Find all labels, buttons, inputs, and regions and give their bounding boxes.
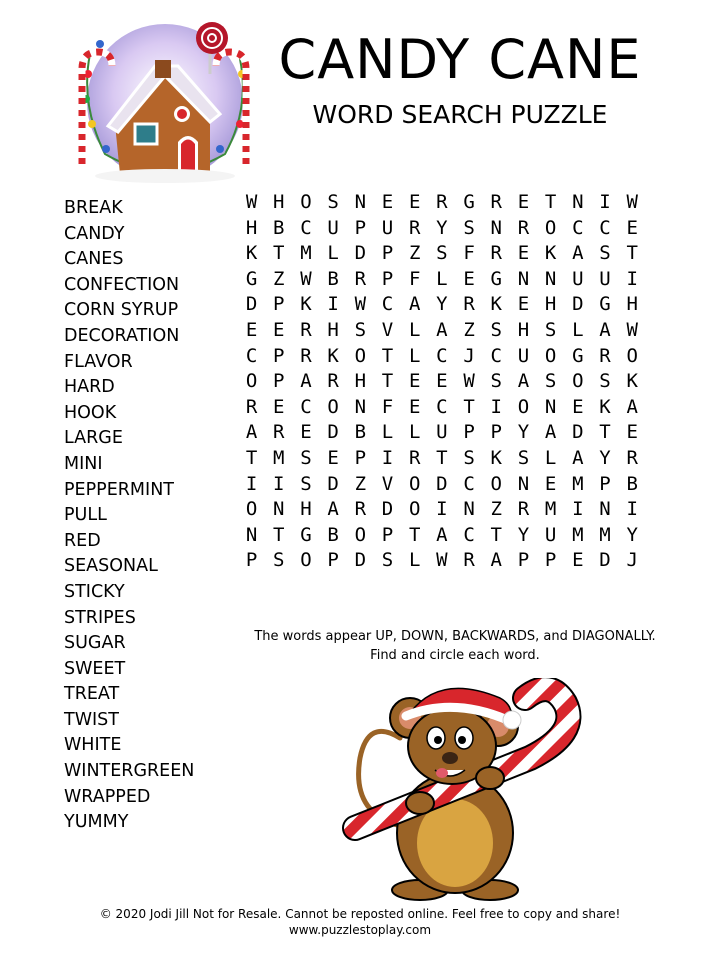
grid-cell[interactable]: I	[490, 395, 502, 418]
grid-cell[interactable]: S	[599, 242, 611, 265]
grid-cell[interactable]: P	[544, 549, 557, 572]
grid-cell[interactable]: N	[544, 267, 557, 290]
grid-cell[interactable]: R	[463, 549, 475, 572]
grid-cell[interactable]: O	[544, 216, 557, 239]
grid-cell[interactable]: S	[300, 446, 312, 469]
grid-cell[interactable]: O	[245, 370, 258, 393]
grid-cell[interactable]: E	[572, 395, 584, 418]
grid-cell[interactable]: A	[300, 370, 312, 393]
grid-cell[interactable]: C	[300, 395, 312, 418]
grid-cell[interactable]: S	[436, 242, 448, 265]
grid-cell[interactable]: T	[245, 446, 258, 469]
grid-cell[interactable]: C	[381, 293, 394, 316]
word-list-item: LARGE	[64, 428, 123, 449]
grid-cell[interactable]: M	[572, 472, 584, 495]
grid-cell[interactable]: T	[626, 242, 638, 265]
grid-cell[interactable]: C	[599, 216, 611, 239]
grid-cell[interactable]: P	[327, 549, 339, 572]
grid-cell[interactable]: K	[490, 446, 502, 469]
grid-cell[interactable]: E	[381, 191, 394, 213]
word-list-item: PEPPERMINT	[64, 479, 174, 500]
page-subtitle: WORD SEARCH PUZZLE	[312, 100, 608, 129]
grid-cell[interactable]: T	[463, 395, 475, 418]
grid-cell[interactable]: N	[599, 498, 611, 521]
word-list-item: RED	[64, 530, 101, 551]
grid-cell[interactable]: O	[572, 370, 584, 393]
grid-cell[interactable]: N	[273, 498, 285, 521]
grid-cell[interactable]: E	[517, 242, 530, 265]
grid-cell[interactable]: P	[381, 267, 394, 290]
grid-cell[interactable]: P	[273, 370, 285, 393]
instructions-line-1: The words appear UP, DOWN, BACKWARDS, and DIAGONALLY.	[254, 629, 656, 644]
grid-cell[interactable]: P	[517, 549, 530, 572]
grid-cell[interactable]: S	[490, 370, 502, 393]
grid-cell[interactable]: C	[463, 472, 475, 495]
grid-cell[interactable]: D	[572, 293, 584, 316]
grid-cell[interactable]: R	[327, 370, 339, 393]
grid-cell[interactable]: N	[463, 498, 475, 521]
grid-cell[interactable]: M	[300, 242, 312, 265]
grid-cell[interactable]: E	[245, 318, 258, 341]
grid-cell[interactable]: E	[273, 318, 285, 341]
grid-cell[interactable]: S	[354, 318, 367, 341]
grid-cell[interactable]: K	[544, 242, 557, 265]
grid-cell[interactable]: E	[463, 267, 475, 290]
grid-cell[interactable]: D	[436, 472, 448, 495]
word-list-item: CANDY	[64, 223, 125, 244]
grid-cell[interactable]: D	[599, 549, 611, 572]
grid-cell[interactable]: C	[463, 523, 475, 546]
grid-cell[interactable]: A	[245, 421, 258, 444]
word-list-item: TREAT	[64, 684, 120, 705]
grid-cell[interactable]: Z	[490, 498, 502, 521]
grid-cell[interactable]: O	[300, 191, 312, 213]
grid-cell[interactable]: H	[517, 318, 530, 341]
grid-cell[interactable]: E	[408, 370, 421, 393]
word-list-item: BREAK	[64, 198, 123, 218]
grid-cell[interactable]: T	[273, 523, 285, 546]
word-list-item: MINI	[64, 453, 103, 474]
word-list	[64, 196, 194, 836]
grid-cell[interactable]: E	[408, 191, 421, 213]
grid-cell[interactable]: L	[327, 242, 339, 265]
grid-cell[interactable]: G	[490, 267, 502, 290]
grid-cell[interactable]: P	[599, 472, 611, 495]
grid-cell[interactable]: S	[300, 472, 312, 495]
grid-cell[interactable]: T	[273, 242, 285, 265]
grid-cell[interactable]: I	[245, 472, 258, 495]
grid-cell[interactable]: E	[436, 370, 448, 393]
grid-cell[interactable]: H	[544, 293, 557, 316]
grid-cell[interactable]: S	[381, 549, 394, 572]
footer	[0, 906, 720, 938]
grid-cell[interactable]: A	[490, 549, 502, 572]
grid-cell[interactable]: Z	[408, 242, 421, 265]
word-list-item: SWEET	[64, 658, 126, 679]
grid-cell[interactable]: P	[490, 421, 502, 444]
grid-cell[interactable]: M	[572, 523, 584, 546]
grid-cell[interactable]: Z	[273, 267, 285, 290]
letter-grid	[238, 190, 646, 574]
grid-cell[interactable]: K	[490, 293, 502, 316]
grid-cell[interactable]: T	[408, 523, 421, 546]
grid-cell[interactable]: R	[517, 216, 530, 239]
grid-cell[interactable]: M	[599, 523, 611, 546]
grid-cell[interactable]: R	[245, 395, 258, 418]
grid-cell[interactable]: W	[245, 191, 258, 213]
grid-cell[interactable]: N	[354, 191, 367, 213]
grid-cell[interactable]: E	[327, 446, 339, 469]
grid-cell[interactable]: A	[544, 421, 557, 444]
grid-cell[interactable]: W	[436, 549, 448, 572]
grid-cell[interactable]: Y	[517, 523, 530, 546]
grid-cell[interactable]: I	[273, 472, 285, 495]
grid-cell[interactable]: R	[463, 293, 475, 316]
grid-cell[interactable]: M	[273, 446, 285, 469]
grid-cell[interactable]: U	[572, 267, 584, 290]
grid-cell[interactable]: O	[354, 344, 367, 367]
grid-cell[interactable]: E	[572, 549, 584, 572]
grid-cell[interactable]: Y	[599, 446, 611, 469]
grid-cell[interactable]: L	[381, 421, 394, 444]
grid-cell[interactable]: R	[354, 267, 367, 290]
grid-cell[interactable]: R	[626, 446, 638, 469]
grid-cell[interactable]: I	[626, 498, 638, 521]
grid-cell[interactable]: O	[408, 472, 421, 495]
word-list-item: WHITE	[64, 735, 122, 756]
grid-cell[interactable]: T	[544, 191, 557, 213]
grid-cell[interactable]: L	[436, 267, 448, 290]
grid-cell[interactable]: N	[544, 395, 557, 418]
grid-cell[interactable]: U	[436, 421, 448, 444]
grid-cell[interactable]: Y	[436, 216, 448, 239]
word-list-item: CONFECTION	[64, 274, 180, 295]
grid-cell[interactable]: S	[544, 318, 557, 341]
word-list-item: STICKY	[64, 581, 125, 602]
grid-cell[interactable]: G	[599, 293, 611, 316]
grid-cell[interactable]: R	[599, 344, 611, 367]
grid-cell[interactable]: N	[517, 267, 530, 290]
grid-cell[interactable]: Y	[436, 293, 448, 316]
grid-cell[interactable]: I	[626, 267, 638, 290]
grid-cell[interactable]: P	[245, 549, 258, 572]
grid-cell[interactable]: V	[381, 318, 394, 341]
grid-cell[interactable]: B	[327, 267, 339, 290]
grid-cell[interactable]: H	[245, 216, 258, 239]
instructions-line-2: Find and circle each word.	[370, 648, 540, 663]
grid-cell[interactable]: C	[300, 216, 312, 239]
grid-cell[interactable]: C	[245, 344, 258, 367]
grid-cell[interactable]: W	[626, 191, 638, 213]
grid-cell[interactable]: F	[463, 242, 475, 265]
word-list-item: WRAPPED	[64, 786, 151, 807]
grid-cell[interactable]: K	[626, 370, 638, 393]
grid-cell[interactable]: P	[273, 293, 285, 316]
grid-cell[interactable]: U	[599, 267, 611, 290]
mouse-with-candy-cane-illustration	[340, 678, 640, 908]
word-list-item: YUMMY	[64, 812, 129, 833]
grid-cell[interactable]: B	[327, 523, 339, 546]
word-list-item: FLAVOR	[64, 351, 133, 372]
instructions	[240, 627, 670, 665]
gingerbread-house-illustration	[60, 14, 270, 184]
word-list-item: TWIST	[64, 709, 119, 730]
grid-cell[interactable]: G	[463, 191, 475, 213]
website-url: www.puzzlestoplay.com	[288, 923, 432, 937]
grid-cell[interactable]: S	[273, 549, 285, 572]
grid-cell[interactable]: T	[490, 523, 502, 546]
grid-cell[interactable]: U	[517, 344, 530, 367]
grid-cell[interactable]: O	[626, 344, 638, 367]
grid-cell[interactable]: S	[517, 446, 530, 469]
grid-cell[interactable]: G	[300, 523, 312, 546]
grid-cell[interactable]: C	[490, 344, 502, 367]
grid-cell[interactable]: Z	[354, 472, 367, 495]
word-list-item: HOOK	[64, 402, 117, 423]
word-list-item: SUGAR	[64, 633, 126, 654]
grid-cell[interactable]: K	[327, 344, 339, 367]
grid-cell[interactable]: L	[544, 446, 557, 469]
grid-cell[interactable]: D	[381, 498, 394, 521]
grid-cell[interactable]: E	[544, 472, 557, 495]
grid-cell[interactable]: D	[327, 472, 339, 495]
grid-cell[interactable]: E	[408, 395, 421, 418]
grid-cell[interactable]: N	[245, 523, 258, 546]
grid-cell[interactable]: I	[381, 446, 394, 469]
word-list-item: CORN SYRUP	[64, 300, 179, 321]
grid-cell[interactable]: G	[245, 267, 258, 290]
grid-cell[interactable]: O	[327, 395, 339, 418]
grid-cell[interactable]: E	[517, 293, 530, 316]
grid-cell[interactable]: D	[354, 549, 367, 572]
grid-cell[interactable]: O	[408, 498, 421, 521]
grid-cell[interactable]: C	[436, 344, 448, 367]
grid-cell[interactable]: L	[408, 549, 421, 572]
grid-cell[interactable]: P	[354, 216, 367, 239]
grid-cell[interactable]: B	[626, 472, 638, 495]
grid-cell[interactable]: O	[245, 498, 258, 521]
grid-cell[interactable]: L	[408, 318, 421, 341]
grid-cell[interactable]: O	[354, 523, 367, 546]
grid-cell[interactable]: J	[463, 344, 475, 367]
grid-cell[interactable]: E	[300, 421, 312, 444]
grid-cell[interactable]: I	[599, 191, 611, 213]
grid-cell[interactable]: R	[517, 498, 530, 521]
page-title: CANDY CANE	[278, 28, 642, 91]
grid-cell[interactable]: D	[354, 242, 367, 265]
grid-cell[interactable]: Y	[626, 523, 638, 546]
grid-cell[interactable]: F	[408, 267, 421, 290]
grid-cell[interactable]: N	[354, 395, 367, 418]
grid-cell[interactable]: R	[490, 191, 502, 213]
grid-cell[interactable]: S	[463, 216, 475, 239]
grid-cell[interactable]: W	[300, 267, 312, 290]
grid-cell[interactable]: K	[599, 395, 611, 418]
word-list-item: STRIPES	[64, 607, 136, 628]
grid-cell[interactable]: H	[273, 191, 285, 213]
grid-cell[interactable]: T	[599, 421, 611, 444]
grid-cell[interactable]: N	[490, 216, 502, 239]
grid-cell[interactable]: A	[572, 242, 584, 265]
grid-cell[interactable]: D	[245, 293, 258, 316]
grid-cell[interactable]: I	[327, 293, 339, 316]
grid-cell[interactable]: N	[517, 472, 530, 495]
grid-cell[interactable]: Y	[517, 421, 530, 444]
grid-cell[interactable]: U	[381, 216, 394, 239]
grid-cell[interactable]: I	[572, 498, 584, 521]
grid-cell[interactable]: I	[436, 498, 448, 521]
grid-cell[interactable]: L	[408, 421, 421, 444]
grid-cell[interactable]: S	[490, 318, 502, 341]
grid-cell[interactable]: A	[572, 446, 584, 469]
grid-cell[interactable]: S	[544, 370, 557, 393]
grid-cell[interactable]: R	[408, 446, 421, 469]
grid-cell[interactable]: R	[490, 242, 502, 265]
grid-cell[interactable]: M	[544, 498, 557, 521]
grid-cell[interactable]: T	[436, 446, 448, 469]
grid-cell[interactable]: D	[572, 421, 584, 444]
grid-cell[interactable]: P	[381, 242, 394, 265]
grid-cell[interactable]: R	[300, 344, 312, 367]
grid-cell[interactable]: P	[381, 523, 394, 546]
grid-cell[interactable]: O	[517, 395, 530, 418]
grid-cell[interactable]: A	[517, 370, 530, 393]
grid-cell[interactable]: W	[626, 318, 638, 341]
grid-cell[interactable]: H	[300, 498, 312, 521]
grid-cell[interactable]: C	[572, 216, 584, 239]
grid-cell[interactable]: L	[408, 344, 421, 367]
grid-cell[interactable]: W	[354, 293, 367, 316]
grid-cell[interactable]: R	[436, 191, 448, 213]
grid-cell[interactable]: K	[300, 293, 312, 316]
grid-cell[interactable]: P	[273, 344, 285, 367]
grid-cell[interactable]: N	[572, 191, 584, 213]
grid-cell[interactable]: O	[490, 472, 502, 495]
grid-cell[interactable]: U	[327, 216, 339, 239]
grid-cell[interactable]: B	[354, 421, 367, 444]
grid-cell[interactable]: A	[436, 523, 448, 546]
word-list-item: HARD	[64, 377, 115, 398]
grid-cell[interactable]: D	[327, 421, 339, 444]
grid-cell[interactable]: J	[626, 549, 638, 572]
grid-cell[interactable]: B	[273, 216, 285, 239]
grid-cell[interactable]: A	[436, 318, 448, 341]
grid-cell[interactable]: G	[572, 344, 584, 367]
grid-cell[interactable]: U	[544, 523, 557, 546]
grid-cell[interactable]: A	[599, 318, 611, 341]
grid-cell[interactable]: R	[354, 498, 367, 521]
word-list-item: DECORATION	[64, 325, 180, 346]
grid-cell[interactable]: T	[381, 370, 394, 393]
word-list-item: SEASONAL	[64, 556, 158, 577]
grid-cell[interactable]: S	[327, 191, 339, 213]
grid-cell[interactable]: L	[572, 318, 584, 341]
grid-cell[interactable]: R	[300, 318, 312, 341]
word-list-item: WINTERGREEN	[64, 761, 195, 782]
grid-cell[interactable]: W	[463, 370, 475, 393]
grid-cell[interactable]: Z	[463, 318, 475, 341]
grid-cell[interactable]: V	[381, 472, 394, 495]
grid-cell[interactable]: A	[626, 395, 638, 418]
word-list-item: CANES	[64, 249, 124, 270]
grid-cell[interactable]: A	[408, 293, 421, 316]
grid-cell[interactable]: S	[463, 446, 475, 469]
grid-cell[interactable]: O	[544, 344, 557, 367]
grid-cell[interactable]: H	[354, 370, 367, 393]
grid-cell[interactable]: H	[327, 318, 339, 341]
grid-cell[interactable]: E	[273, 395, 285, 418]
grid-cell[interactable]: T	[381, 344, 394, 367]
grid-cell[interactable]: E	[517, 191, 530, 213]
grid-cell[interactable]: P	[354, 446, 367, 469]
grid-cell[interactable]: F	[381, 395, 394, 418]
grid-cell[interactable]: E	[626, 216, 638, 239]
grid-cell[interactable]: K	[245, 242, 258, 265]
grid-cell[interactable]: A	[327, 498, 339, 521]
word-list-item: PULL	[64, 505, 107, 526]
grid-cell[interactable]: C	[436, 395, 448, 418]
grid-cell[interactable]: H	[626, 293, 638, 316]
copyright-text: © 2020 Jodi Jill Not for Resale. Cannot be reposted online. Feel free to copy and share!	[99, 907, 621, 921]
grid-cell[interactable]: E	[626, 421, 638, 444]
grid-cell[interactable]: R	[273, 421, 285, 444]
grid-cell[interactable]: R	[408, 216, 421, 239]
grid-cell[interactable]: P	[463, 421, 475, 444]
grid-cell[interactable]: O	[300, 549, 312, 572]
grid-cell[interactable]: S	[599, 370, 611, 393]
